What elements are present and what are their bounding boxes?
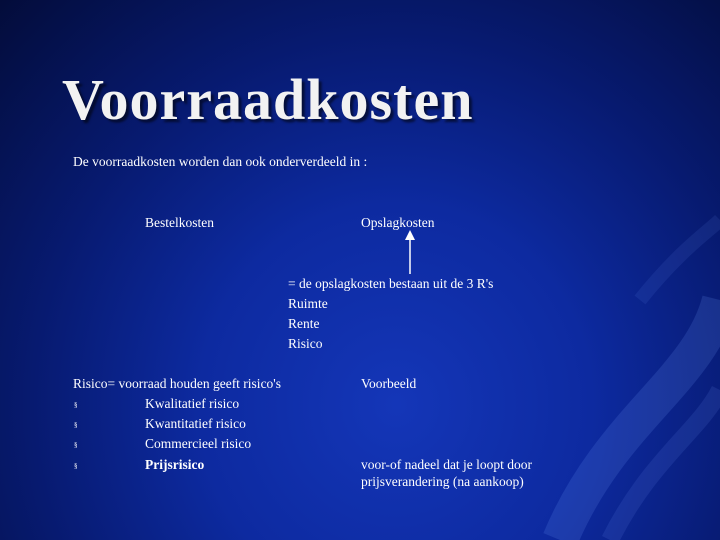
storage-item: Risico [288, 336, 323, 351]
price-risk-explanation: prijsverandering (na aankoop) [361, 474, 524, 489]
bullet-icon: § [74, 462, 78, 470]
example-label: Voorbeeld [361, 376, 417, 391]
cost-type-storage: Opslagkosten [361, 215, 435, 230]
storage-item: Rente [288, 316, 320, 331]
storage-item: Ruimte [288, 296, 328, 311]
intro-text: De voorraadkosten worden dan ook onderverdeeld in : [73, 154, 368, 169]
risk-item: Commercieel risico [145, 436, 252, 451]
risk-item-price: Prijsrisico [145, 457, 205, 472]
slide-title: Voorraadkosten [62, 67, 474, 132]
bullet-icon: § [74, 441, 78, 449]
risk-item: Kwalitatief risico [145, 396, 240, 411]
cost-type-ordering: Bestelkosten [145, 215, 214, 230]
storage-heading: = de opslagkosten bestaan uit de 3 R's [288, 276, 494, 291]
risk-heading: Risico= voorraad houden geeft risico's [73, 376, 281, 391]
bullet-icon: § [74, 401, 78, 409]
risk-item: Kwantitatief risico [145, 416, 246, 431]
up-arrow-icon [400, 230, 420, 274]
bullet-icon: § [74, 421, 78, 429]
price-risk-explanation: voor-of nadeel dat je loopt door [361, 457, 533, 472]
